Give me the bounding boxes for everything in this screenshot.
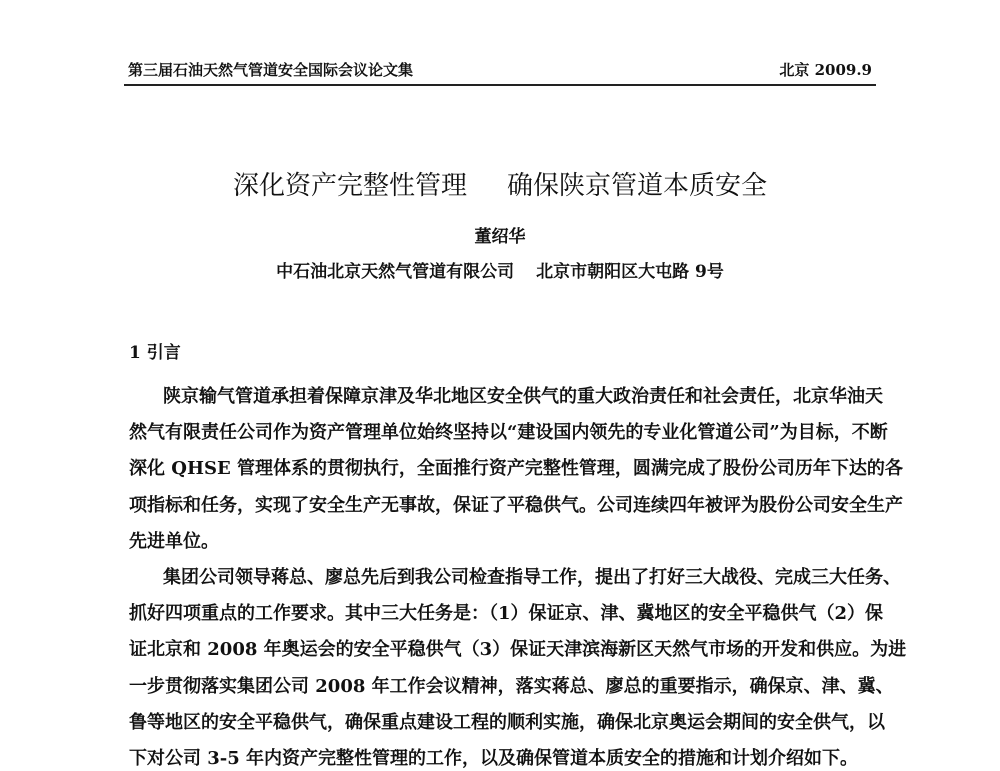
section-heading: 1 引言	[129, 343, 181, 363]
running-header-title: 第三届石油天然气管道安全国际会议论文集	[128, 61, 414, 79]
paragraph-line: 证北京和 2008 年奥运会的安全平稳供气（3）保证天津滨海新区天然气市场的开发和供应。为进	[129, 639, 907, 661]
paragraph-line: 陕京输气管道承担着保障京津及华北地区安全供气的重大政治责任和社会责任，北京华油天	[163, 386, 883, 407]
author: 董绍华	[474, 227, 526, 247]
paragraph-line: 项指标和任务，实现了安全生产无事故，保证了平稳供气。公司连续四年被评为股份公司安全生产	[129, 494, 903, 516]
paragraph-line: 一步贯彻落实集团公司 2008 年工作会议精神，落实蒋总、廖总的重要指示，确保京、津、冀、	[129, 675, 894, 697]
paragraph-line: 先进单位。	[129, 530, 219, 552]
title-part-1: 深化资产完整性管理	[232, 171, 467, 201]
affiliation-org: 中石油北京天然气管道有限公司	[276, 262, 515, 282]
paragraph-line: 集团公司领导蒋总、廖总先后到我公司检查指导工作，提出了打好三大战役、完成三大任务、	[163, 567, 901, 588]
affiliation-address: 北京市朝阳区大屯路 9号	[536, 262, 724, 282]
affiliation	[0, 257, 1000, 282]
paper-title	[0, 165, 1000, 202]
paragraph-line: 然气有限责任公司作为资产管理单位始终坚持以“建设国内领先的专业化管道公司”为目标，不断	[129, 422, 888, 444]
paragraph-line: 鲁等地区的安全平稳供气，确保重点建设工程的顺利实施，确保北京奥运会期间的安全供气，以	[129, 711, 885, 733]
running-header-date: 北京 2009.9	[779, 61, 872, 79]
title-part-2: 确保陕京管道本质安全	[507, 171, 768, 201]
paragraph-line: 下对公司 3-5 年内资产完整性管理的工作，以及确保管道本质安全的措施和计划介绍如下。	[129, 748, 859, 769]
header-rule	[124, 84, 876, 86]
paragraph-line: 深化 QHSE 管理体系的贯彻执行，全面推行资产完整性管理，圆满完成了股份公司历年下达的各	[129, 458, 903, 480]
paragraph-line: 抓好四项重点的工作要求。其中三大任务是：（1）保证京、津、冀地区的安全平稳供气（2）保	[129, 603, 884, 625]
